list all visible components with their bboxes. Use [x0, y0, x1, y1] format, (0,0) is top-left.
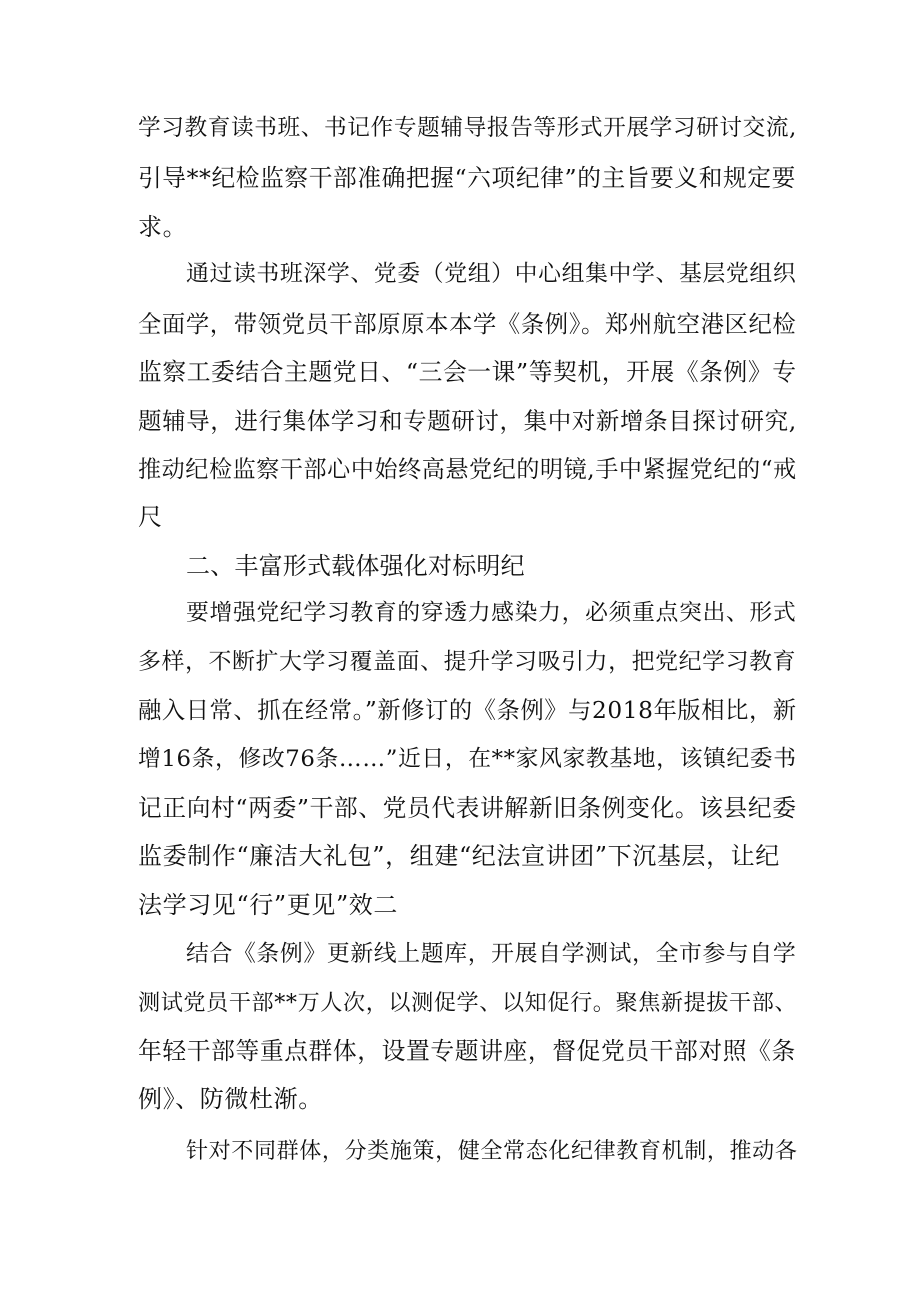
text-line: 题辅导，进行集体学习和专题研讨，集中对新增条目探讨研究, — [138, 407, 797, 435]
text-line: 通过读书班深学、党委（党组）中心组集中学、基层党组织 — [186, 261, 797, 287]
text-line: 多样，不断扩大学习覆盖面、提升学习吸引力，把党纪学习教育 — [138, 649, 797, 675]
section-heading: 二、丰富形式载体强化对标明纪 — [186, 552, 525, 580]
text-line: 年轻干部等重点群体，设置专题讲座，督促党员干部对照《条 — [138, 1037, 796, 1065]
text-line: 求。 — [138, 213, 188, 241]
text-line: 记正向村“两委”干部、党员代表讲解新旧条例变化。该县纪委 — [138, 794, 797, 822]
text-line: 尺 — [138, 503, 163, 531]
text-line: 法学习见“行”更见”效二 — [138, 891, 399, 919]
text-line: 例》、防微杜渐。 — [138, 1085, 323, 1113]
text-line: 引导**纪检监察干部准确把握“六项纪律”的主旨要义和规定要 — [138, 164, 796, 192]
text-line: 要增强党纪学习教育的穿透力感染力，必须重点突出、形式 — [186, 600, 797, 626]
text-line: 学习教育读书班、书记作专题辅导报告等形式开展学习研讨交流, — [138, 115, 797, 141]
text-line: 融入日常、抓在经常。”新修订的《条例》与2018年版相比，新 — [138, 697, 797, 724]
text-line: 结合《条例》更新线上题库，开展自学测试，全市参与自学 — [186, 941, 797, 967]
text-line: 监察工委结合主题党日、“三会一课”等契机，开展《条例》专 — [138, 358, 797, 386]
text-line: 推动纪检监察干部心中始终高悬党纪的明镜,手中紧握党纪的“戒 — [138, 457, 797, 483]
text-line: 监委制作“廉洁大礼包”，组建“纪法宣讲团”下沉基层，让纪 — [138, 842, 780, 870]
text-line: 针对不同群体，分类施策，健全常态化纪律教育机制，推动各 — [186, 1139, 798, 1164]
text-line: 增16条，修改76条……”近日，在**家风家教基地，该镇纪委书 — [138, 746, 797, 772]
text-line: 全面学，带领党员干部原原本本学《条例》。郑州航空港区纪检 — [138, 310, 797, 338]
text-line: 测试党员干部**万人次，以测促学、以知促行。聚焦新提拔干部、 — [138, 990, 798, 1016]
